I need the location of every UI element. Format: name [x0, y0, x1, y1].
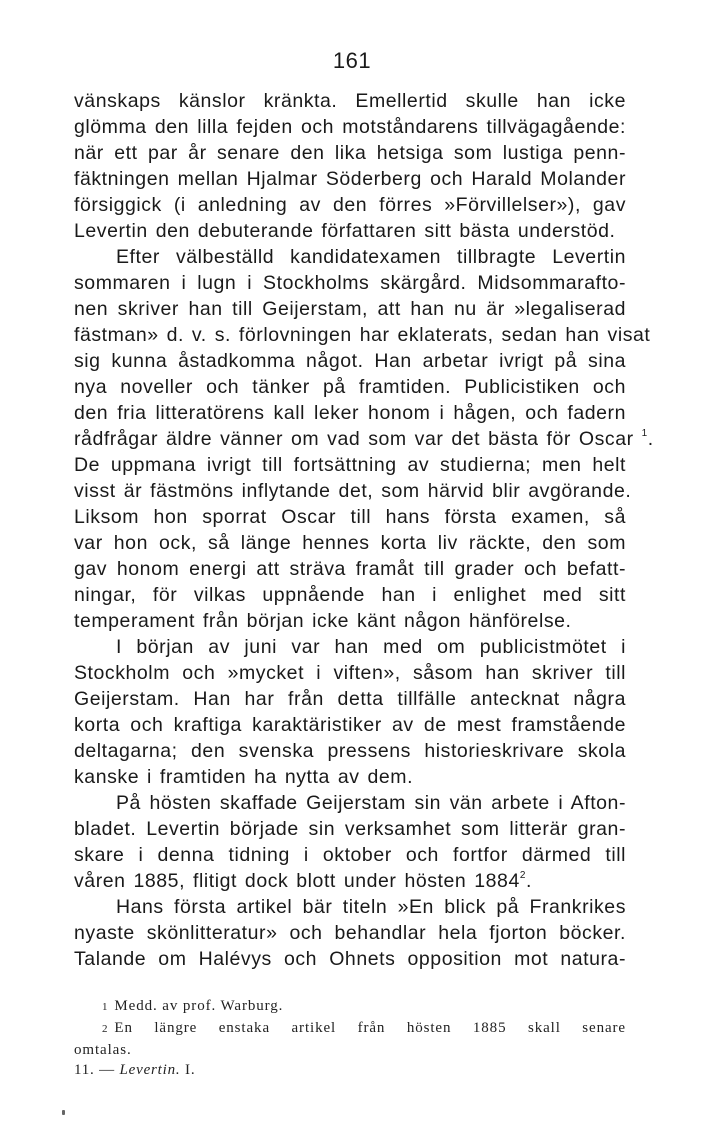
text-line: var hon ock, så länge hennes korta liv räckte, den som — [74, 532, 626, 554]
text-line: fästman» d. v. s. förlovningen har eklaterats, sedan han visat — [74, 324, 651, 346]
paper-speck — [62, 1110, 65, 1115]
text-line: Geijerstam. Han har från detta tillfälle antecknat några — [74, 688, 626, 710]
text-line: nyaste skönlitteratur» och behandlar hela fjorton böcker. — [74, 922, 626, 944]
footnote — [74, 995, 626, 1017]
text-line: ningar, för vilkas uppnående han i enlighet med sitt — [74, 584, 626, 606]
text-line: försiggick (i anledning av den förres »Förvillelser»), gav — [74, 194, 626, 216]
signature-number: 11. — — [74, 1062, 115, 1078]
text-line: sig kunna åstadkomma något. Han arbetar ivrigt på sina — [74, 350, 626, 372]
text-line: sommaren i lugn i Stockholms skärgård. Midsommarafto- — [74, 272, 626, 294]
footnote — [74, 1017, 626, 1039]
footnote-continuation: omtalas. — [74, 1042, 132, 1058]
signature-title: Levertin. — [119, 1062, 181, 1078]
footnote-number: 2 — [102, 1023, 109, 1035]
text-line: Hans första artikel bär titeln »En blick på Frankrikes — [116, 896, 626, 918]
text-span: våren 1885, flitigt dock blott under hösten 1884 — [74, 870, 520, 892]
text-line: fäktningen mellan Hjalmar Söderberg och Harald Molander — [74, 168, 626, 190]
text-line: nya noveller och tänker på framtiden. Publicistiken och — [74, 376, 626, 398]
text-line: glömma den lilla fejden och motståndarens tillvägagående: — [74, 116, 626, 138]
text-span: rådfrågar äldre vänner om vad som var det bästa för Oscar — [74, 428, 634, 450]
footnote-ref: 2 — [519, 870, 526, 881]
text-line: korta och kraftiga karaktäristiker av de mest framstående — [74, 714, 626, 736]
footnote-ref: 1 — [641, 428, 648, 439]
text-line: Stockholm och »mycket i viften», såsom han skriver till — [74, 662, 626, 684]
text-line: Liksom hon sporrat Oscar till hans första examen, så — [74, 506, 626, 528]
text-line: I början av juni var han med om publicistmötet i — [116, 636, 626, 658]
footnote-number: 1 — [102, 1001, 109, 1013]
text-line: De uppmana ivrigt till fortsättning av studierna; men helt — [74, 454, 626, 476]
text-line: visst är fästmöns inflytande det, som härvid blir avgörande. — [74, 480, 632, 502]
text-line: Talande om Halévys och Ohnets opposition mot natura- — [74, 948, 626, 970]
text-line: Levertin den debuterande författaren sitt bästa understöd. — [74, 220, 616, 242]
text-line: bladet. Levertin började sin verksamhet som litterär gran- — [74, 818, 626, 840]
text-line: temperament från början icke känt någon hänförelse. — [74, 610, 572, 632]
text-line: På hösten skaffade Geijerstam sin vän arbete i Afton- — [116, 792, 626, 814]
footnote-text: Medd. av prof. Warburg. — [114, 998, 284, 1014]
printer-signature — [74, 1062, 195, 1079]
footnotes — [74, 995, 626, 1061]
text-line-with-footnote — [74, 426, 654, 452]
text-span: . — [647, 428, 654, 450]
footnote-text: En längre enstaka artikel från hösten 1885 skall senare — [114, 1020, 626, 1036]
text-line: deltagarna; den svenska pressens historieskrivare skola — [74, 740, 626, 762]
text-line: Efter välbeställd kandidatexamen tillbragte Levertin — [116, 246, 626, 268]
text-line: nen skriver han till Geijerstam, att han nu är »legaliserad — [74, 298, 626, 320]
text-line: när ett par år senare den lika hetsiga som lustiga penn- — [74, 142, 626, 164]
text-line: kanske i framtiden ha nytta av dem. — [74, 766, 414, 788]
text-span: . — [525, 870, 532, 892]
text-line-with-footnote — [74, 868, 626, 894]
text-line: skare i denna tidning i oktober och fortfor därmed till — [74, 844, 626, 866]
body-text — [74, 88, 654, 972]
page-number: 161 — [332, 48, 372, 73]
signature-volume: I. — [185, 1062, 196, 1078]
text-line: den fria litteratörens kall leker honom i hågen, och fadern — [74, 402, 626, 424]
text-line: vänskaps känslor kränkta. Emellertid skulle han icke — [74, 90, 626, 112]
text-line: gav honom energi att sträva framåt till grader och befatt- — [74, 558, 626, 580]
